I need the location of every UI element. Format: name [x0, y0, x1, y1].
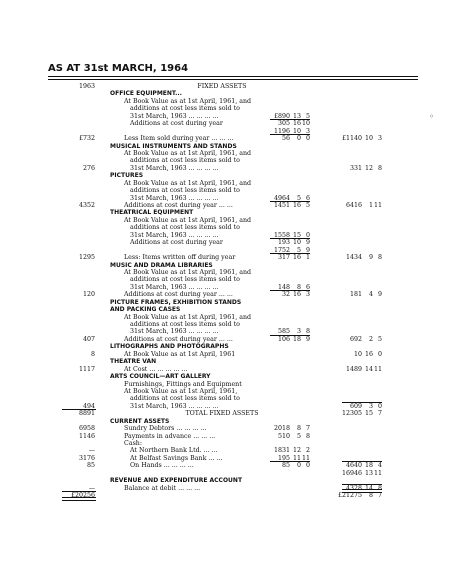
ledger-row [0, 358, 454, 365]
shillings-value: 9 [368, 254, 373, 262]
ledger-row [0, 143, 454, 150]
row-label: additions at cost less items sold to [130, 395, 240, 403]
pence-value: 7 [377, 492, 382, 500]
pence-value: 1 [305, 254, 310, 262]
ledger-row [0, 314, 454, 321]
section-heading: MUSIC AND DRAMA LIBRARIES [110, 261, 213, 269]
pounds-value: 148 [277, 283, 290, 291]
pounds-value: 1451 [273, 202, 290, 209]
pence-value: 9 [305, 335, 310, 343]
pence-value: 0 [377, 402, 382, 410]
underline-rule [270, 134, 310, 135]
ledger-row [0, 224, 454, 231]
prior-year-value: 85 [86, 462, 95, 470]
balance-sheet-rows [0, 83, 454, 500]
ledger-row [0, 165, 454, 172]
ledger-row [0, 247, 454, 254]
ledger-row [0, 262, 454, 269]
pence-value: 5 [305, 202, 310, 209]
row-label: Less: Items written off during year [124, 254, 236, 262]
shillings-value: 16 [364, 350, 373, 358]
row-label: Sundry Debtors ... ... ... ... [124, 425, 207, 433]
section-heading: THEATRE VAN [110, 358, 157, 366]
row-label: TOTAL FIXED ASSETS [185, 410, 259, 418]
pounds-value: 4640 [345, 462, 362, 470]
pounds-value: 1434 [345, 254, 362, 262]
shillings-value: 5 [296, 246, 301, 254]
ledger-row [0, 485, 454, 492]
pounds-value: 1831 [273, 447, 290, 455]
pence-value: 7 [377, 410, 382, 418]
shillings-value: 8 [296, 425, 301, 433]
prior-year-value: 276 [82, 164, 95, 172]
margin-mark: ◦ [429, 111, 434, 121]
pounds-value: 1752 [273, 246, 290, 254]
ledger-row [0, 284, 454, 291]
shillings-value: 16 [292, 291, 301, 299]
ledger-row [0, 440, 454, 447]
shillings-value: 16 [292, 202, 301, 209]
pence-value: 8 [377, 254, 382, 262]
shillings-value: 0 [296, 135, 301, 143]
shillings-value: 18 [292, 335, 301, 343]
row-label: additions at cost less items sold to [130, 224, 240, 232]
row-label: FIXED ASSETS [197, 83, 247, 90]
pence-value: 11 [373, 202, 382, 209]
pence-value: 0 [305, 135, 310, 143]
shillings-value: 12 [292, 447, 301, 455]
pounds-value: 10 [353, 350, 362, 358]
prior-year-value: 1295 [78, 254, 95, 262]
section-heading: THEATRICAL EQUIPMENT [110, 209, 194, 217]
ledger-row [0, 90, 454, 97]
pounds-value: 6416 [345, 202, 362, 209]
pence-value: 3 [305, 127, 310, 135]
pounds-value: £21275 [337, 492, 362, 500]
section-heading: LITHOGRAPHS AND PHOTOGRAPHS [110, 343, 229, 351]
underline-rule [270, 290, 310, 291]
row-label: 31st March, 1963 ... ... ... ... [130, 231, 219, 239]
prior-year-value: — [88, 484, 95, 492]
ledger-row [0, 336, 454, 343]
row-label: Payments in advance ... ... ... [124, 432, 216, 440]
pence-value: 9 [377, 291, 382, 299]
ledger-row [0, 395, 454, 402]
pounds-value: 4964 [273, 194, 290, 202]
prior-year-value: 120 [82, 291, 95, 299]
section-heading: PICTURES [110, 172, 144, 180]
shillings-value: 5 [296, 432, 301, 440]
ledger-row [0, 366, 454, 373]
statement-heading: AS AT 31st MARCH, 1964 [48, 63, 189, 74]
pounds-value: 317 [277, 254, 290, 262]
pence-value: 8 [377, 484, 382, 492]
pence-value: 9 [305, 246, 310, 254]
shillings-value: 8 [368, 492, 373, 500]
shillings-value: 1 [368, 202, 373, 209]
row-label: additions at cost less items sold to [130, 321, 240, 328]
pounds-value: £890 [273, 112, 290, 120]
pounds-value: 1558 [273, 231, 290, 239]
ledger-row [0, 388, 454, 395]
pence-value: 3 [377, 135, 382, 143]
pounds-value: 12305 [341, 410, 362, 418]
shillings-value: 13 [292, 112, 301, 120]
shillings-value: 10 [292, 127, 301, 135]
row-label: Less Item sold during year ... ... ... [124, 135, 234, 143]
shillings-value: 11 [292, 454, 301, 462]
row-label: additions at cost less items sold to [130, 105, 240, 113]
prior-year-value: £732 [78, 135, 95, 143]
row-label: Furnishings, Fittings and Equipment [124, 380, 242, 388]
pounds-value: £1140 [341, 135, 362, 143]
double-underline-rule [342, 489, 382, 493]
pounds-value: 181 [349, 291, 362, 299]
ledger-row [0, 291, 454, 298]
pounds-value: 331 [349, 164, 362, 172]
row-label: Additions at cost during year ... ... [124, 202, 233, 209]
ledger-row [0, 477, 454, 484]
pounds-value: 4328 [345, 484, 362, 492]
pence-value: 11 [373, 469, 382, 477]
ledger-row [0, 343, 454, 350]
pence-value: 0 [377, 350, 382, 358]
row-label: At Book Value as at 1st April, 1961, [124, 387, 238, 395]
ledger-row [0, 455, 454, 462]
row-label: At Book Value as at 1st April, 1961, and [124, 216, 252, 224]
shillings-value: 14 [364, 484, 373, 492]
pence-value: 11 [301, 454, 310, 462]
row-label: Cash: [124, 440, 142, 447]
underline-rule [270, 238, 310, 239]
ledger-row [0, 299, 454, 306]
ledger-row [0, 403, 454, 410]
pence-value: 0 [305, 231, 310, 239]
ledger-row [0, 381, 454, 388]
row-label: On Hands ... ... ... ... [130, 462, 194, 470]
row-label: Additions at cost during year [130, 239, 223, 247]
shillings-value: 3 [296, 328, 301, 336]
row-label: 31st March, 1963 ... ... ... ... [130, 194, 219, 202]
row-label: additions at cost less items sold to [130, 157, 240, 165]
ledger-row [0, 321, 454, 328]
prior-year-value: 3176 [78, 454, 95, 462]
row-label: At Northern Bank Ltd. ... ... [130, 447, 218, 455]
pounds-value: 193 [277, 239, 290, 247]
ledger-row [0, 269, 454, 276]
row-label: At Cost ... ... ... ... ... [124, 365, 188, 373]
prior-year-value: 1146 [78, 432, 95, 440]
ledger-row [0, 217, 454, 224]
ledger-row [0, 98, 454, 105]
row-label: 31st March, 1963 ... ... ... ... [130, 328, 219, 336]
ledger-row [0, 254, 454, 261]
prior-double-underline [62, 497, 96, 501]
ledger-row [0, 462, 454, 469]
prior-year-value: 6958 [78, 425, 95, 433]
underline-rule [342, 402, 382, 403]
section-heading: REVENUE AND EXPENDITURE ACCOUNT [110, 477, 243, 485]
pounds-value: 195 [277, 454, 290, 462]
pounds-value: 1196 [273, 127, 290, 135]
ledger-row [0, 202, 454, 209]
underline-rule [270, 253, 310, 254]
pence-value: 10 [301, 120, 310, 128]
prior-year-value: — [88, 447, 95, 455]
shillings-value: 0 [296, 462, 301, 470]
pounds-value: 1489 [345, 365, 362, 373]
pence-value: 0 [305, 462, 310, 470]
shillings-value: 10 [364, 135, 373, 143]
shillings-value: 10 [292, 239, 301, 247]
row-label: 31st March, 1963 ... ... ... ... [130, 164, 219, 172]
shillings-value: 8 [296, 283, 301, 291]
section-heading: MUSICAL INSTRUMENTS AND STANDS [110, 142, 237, 150]
ledger-row [0, 83, 454, 90]
ledger-row [0, 195, 454, 202]
prior-year-value: 1117 [78, 365, 95, 373]
pence-value: 8 [377, 164, 382, 172]
ledger-row [0, 113, 454, 120]
pounds-value: 56 [281, 135, 290, 143]
row-label: additions at cost less items sold to [130, 276, 240, 284]
prior-year-value: 8 [90, 350, 95, 358]
row-label: 31st March, 1963 ... ... ... ... [130, 112, 219, 120]
row-label: At Book Value as at 1st April, 1961 [124, 350, 236, 358]
shillings-value: 3 [368, 402, 373, 410]
row-label: At Book Value as at 1st April, 1961, and [124, 97, 252, 105]
shillings-value: 15 [292, 231, 301, 239]
ledger-row [0, 120, 454, 127]
pounds-value: 609 [349, 402, 362, 410]
pence-value: 4 [377, 462, 382, 470]
ledger-row [0, 425, 454, 432]
shillings-value: 14 [364, 365, 373, 373]
underline-rule [270, 119, 310, 120]
pounds-value: 2018 [273, 425, 290, 433]
ledger-row [0, 492, 454, 499]
ledger-row [0, 433, 454, 440]
ledger-row [0, 105, 454, 112]
ledger-row [0, 351, 454, 358]
shillings-value: 15 [364, 410, 373, 418]
section-heading: ARTS COUNCIL—ART GALLERY [110, 373, 211, 381]
ledger-row [0, 470, 454, 477]
ledger-row [0, 306, 454, 313]
ledger-row [0, 328, 454, 335]
ledger-row [0, 187, 454, 194]
shillings-value: 16 [292, 120, 301, 128]
prior-year-value: 407 [82, 335, 95, 343]
shillings-value: 13 [364, 469, 373, 477]
prior-year-value: 494 [82, 402, 95, 410]
underline-rule [342, 484, 382, 485]
heading-rule-thin [48, 79, 418, 80]
ledger-row [0, 180, 454, 187]
ledger-row [0, 135, 454, 142]
row-label: At Belfast Savings Bank ... ... [130, 454, 223, 462]
row-label: At Book Value as at 1st April, 1961, and [124, 268, 252, 276]
row-label: Additions at cost during year ... ... [124, 335, 233, 343]
ledger-row [0, 276, 454, 283]
pounds-value: 585 [277, 328, 290, 336]
ledger-row [0, 157, 454, 164]
row-label: additions at cost less items sold to [130, 187, 240, 195]
pence-value: 8 [305, 432, 310, 440]
underline-rule [270, 201, 310, 202]
pounds-value: 16946 [341, 469, 362, 477]
pence-value: 5 [305, 112, 310, 120]
pence-value: 7 [305, 425, 310, 433]
shillings-value: 18 [364, 462, 373, 470]
ledger-row [0, 410, 454, 417]
ledger-row [0, 128, 454, 135]
pence-value: 11 [373, 365, 382, 373]
section-heading: PICTURE FRAMES, EXHIBITION STANDS [110, 298, 242, 306]
section-heading: CURRENT ASSETS [110, 417, 170, 425]
section-heading: OFFICE EQUIPMENT... [110, 90, 182, 98]
row-label: At Book Value as at 1st April, 1961, and [124, 149, 252, 157]
pence-value: 2 [305, 447, 310, 455]
ledger-row [0, 418, 454, 425]
ledger-row [0, 232, 454, 239]
shillings-value: 16 [292, 254, 301, 262]
underline-rule [270, 461, 310, 462]
pounds-value: 85 [281, 462, 290, 470]
row-label: Additions at cost during year [130, 120, 223, 128]
shillings-value: 4 [368, 291, 373, 299]
underline-rule [270, 335, 310, 336]
pounds-value: 106 [277, 335, 290, 343]
row-label: Additions at cost during year ... ... [124, 291, 233, 299]
row-label: 31st March, 1963 ... ... ... ... [130, 402, 219, 410]
prior-year-value: 8891 [78, 410, 95, 418]
pounds-value: 305 [277, 120, 290, 128]
section-heading: AND PACKING CASES [110, 306, 181, 314]
ledger-row [0, 447, 454, 454]
ledger-row [0, 209, 454, 216]
shillings-value: 5 [296, 194, 301, 202]
pence-value: 9 [305, 239, 310, 247]
pence-value: 6 [305, 194, 310, 202]
pence-value: 3 [305, 291, 310, 299]
prior-year-value: 4352 [78, 202, 95, 209]
shillings-value: 12 [364, 164, 373, 172]
row-label: 31st March, 1963 ... ... ... ... [130, 283, 219, 291]
row-label: At Book Value as at 1st April, 1961, and [124, 179, 252, 187]
heading-rule [48, 76, 418, 77]
prior-year-value: £20256 [70, 492, 95, 500]
shillings-value: 2 [368, 335, 373, 343]
underline-rule [342, 461, 382, 462]
row-label: Balance at debit ... ... ... [124, 484, 201, 492]
pence-value: 6 [305, 283, 310, 291]
pounds-value: 510 [277, 432, 290, 440]
ledger-row [0, 239, 454, 246]
row-label: At Book Value as at 1st April, 1961, and [124, 313, 252, 321]
pounds-value: 32 [281, 291, 290, 299]
pence-value: 5 [377, 335, 382, 343]
pence-value: 8 [305, 328, 310, 336]
ledger-row [0, 150, 454, 157]
prior-year-value: 1963 [78, 83, 95, 90]
pounds-value: 692 [349, 335, 362, 343]
ledger-row [0, 172, 454, 179]
ledger-row [0, 373, 454, 380]
